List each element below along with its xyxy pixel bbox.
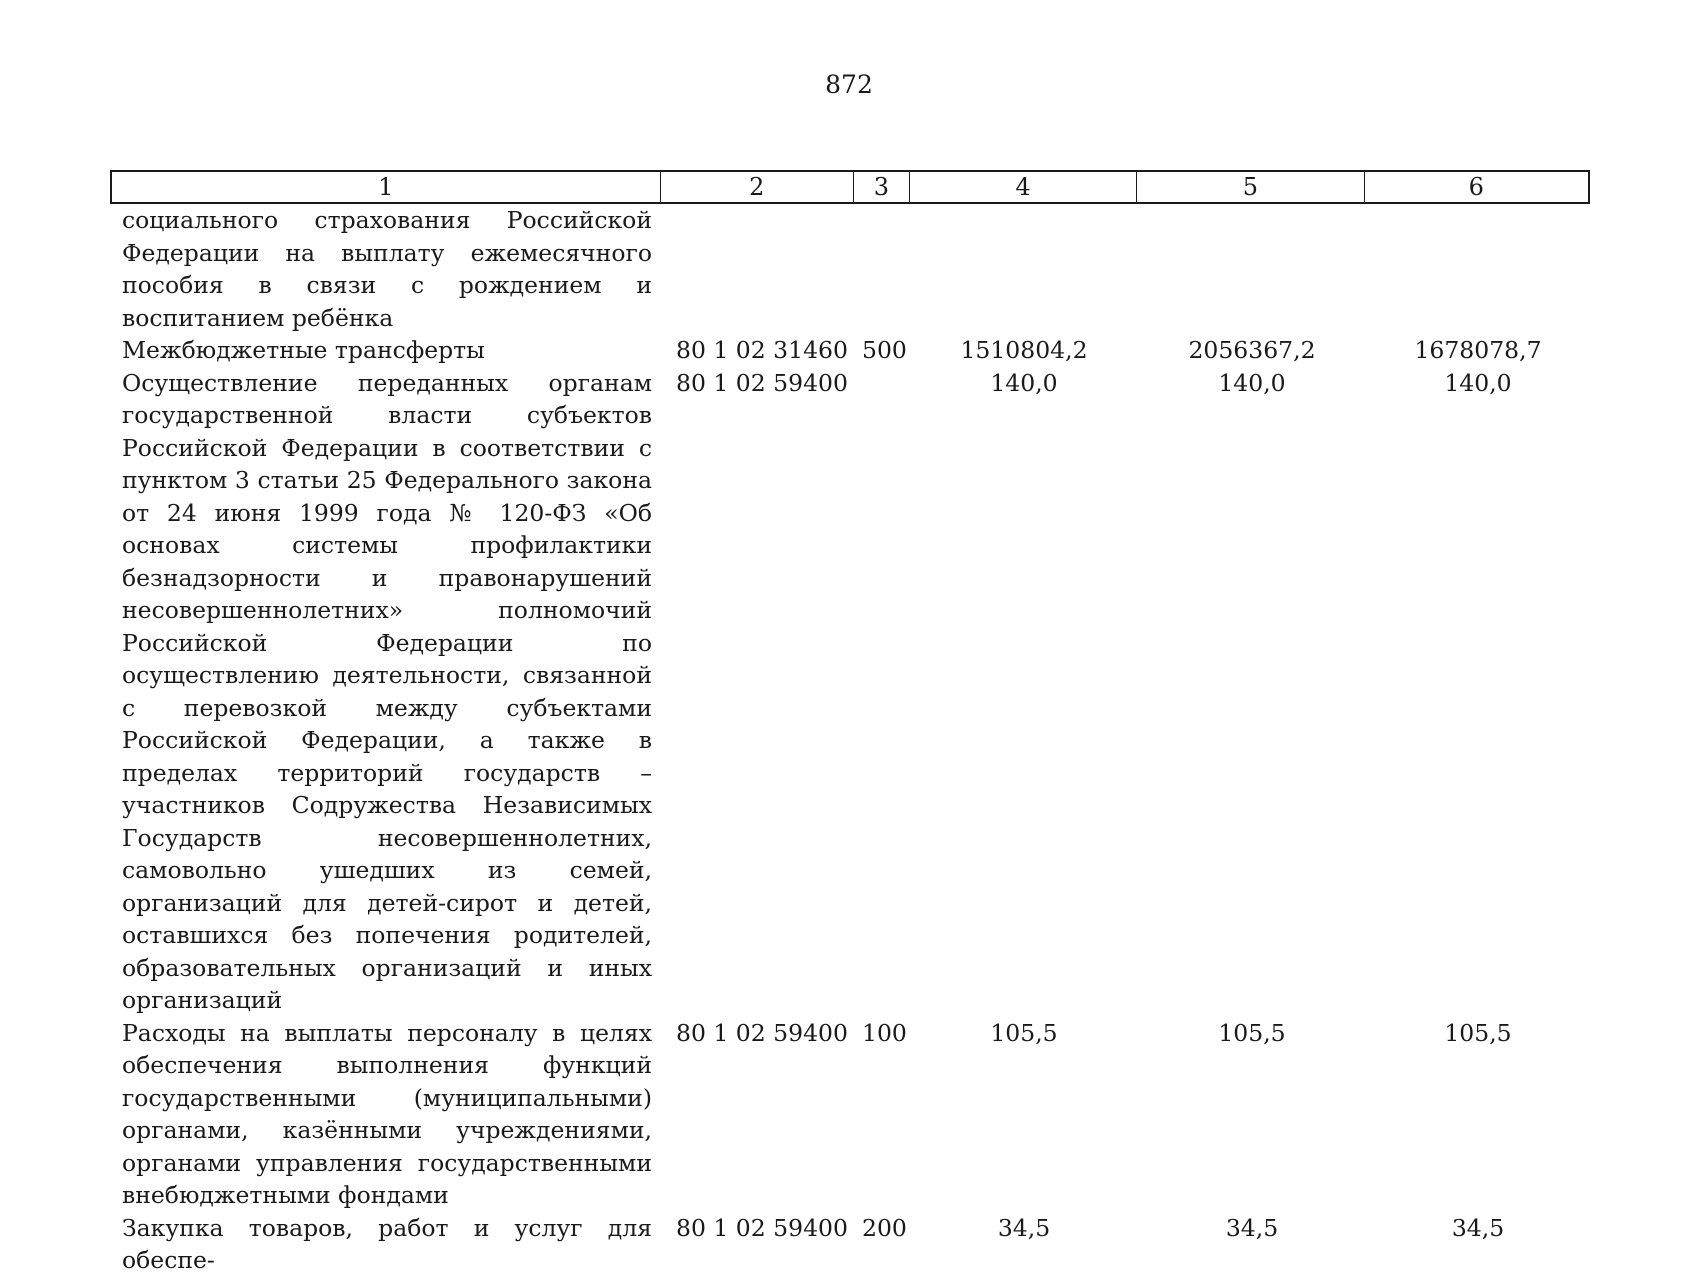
table-header <box>110 170 1590 204</box>
table-row <box>110 334 1590 367</box>
table-row <box>110 204 1590 334</box>
row-code <box>660 204 854 334</box>
row-value-year-2: 34,5 <box>1225 1213 1279 1242</box>
column-header-3: 3 <box>854 172 910 202</box>
row-value-year-2: 140,0 <box>1218 368 1286 397</box>
row-value-year-3: 140,0 <box>1444 368 1512 397</box>
row-description: Межбюджетные трансферты <box>122 336 485 364</box>
column-header-6: 6 <box>1468 173 1484 201</box>
row-expense-type <box>854 367 910 1017</box>
column-header-2: 2 <box>661 172 854 202</box>
table-body <box>110 204 1590 1277</box>
row-value-year-3: 34,5 <box>1451 1213 1505 1242</box>
row-value-year-3 <box>1366 204 1590 334</box>
row-code: 80 1 02 59400 <box>676 1213 848 1242</box>
row-value-year-2: 2056367,2 <box>1188 336 1316 364</box>
table-row <box>110 367 1590 1017</box>
row-description: Расходы на выплаты персоналу в целях обеспечения выполнения функций государственными (муниципальными) органами, казёнными учреждениями, органами управления государственными внебюджетными фондами <box>122 1018 652 1209</box>
row-value-year-1: 1510804,2 <box>960 336 1088 364</box>
row-value-year-3: 105,5 <box>1444 1018 1512 1047</box>
row-expense-type: 100 <box>862 1018 907 1047</box>
row-description: Осуществление переданных органам государственной власти субъектов Российской Федерации в соответствии с пунктом 3 статьи 25 Федерального закона от 24 июня 1999 года № 120-ФЗ «Об основах системы профилактики безнадзорности и правонарушений несовершеннолетних» полномочий Российской Федерации по осуществлению деятельности, связанной с перевозкой между субъектами Российской Федерации, а также в пределах территорий государств – участников Содружества Независимых Государств несовершеннолетних, самовольно ушедших из семей, организаций для детей-сирот и детей, оставшихся без попечения родителей, образовательных организаций и иных организаций <box>122 368 652 1014</box>
table-row <box>110 1017 1590 1212</box>
row-value-year-2 <box>1138 204 1366 334</box>
row-expense-type: 500 <box>862 336 907 364</box>
page-number: 872 <box>825 70 873 99</box>
column-header-1: 1 <box>112 172 661 202</box>
row-description: Закупка товаров, работ и услуг для обеспе- <box>122 1213 652 1274</box>
row-value-year-3: 1678078,7 <box>1414 336 1542 364</box>
row-expense-type <box>854 204 910 334</box>
row-expense-type: 200 <box>862 1213 907 1242</box>
row-code: 80 1 02 59400 <box>676 1018 848 1047</box>
table-row <box>110 1212 1590 1277</box>
column-header-5: 5 <box>1137 172 1364 202</box>
row-code: 80 1 02 59400 <box>676 368 848 397</box>
row-value-year-1: 140,0 <box>990 368 1058 397</box>
row-value-year-2: 105,5 <box>1218 1018 1286 1047</box>
row-code: 80 1 02 31460 <box>676 336 848 364</box>
row-description: социального страхования Российской Федерации на выплату ежемесячного пособия в связи с рождением и воспитанием ребёнка <box>122 206 652 332</box>
row-value-year-1 <box>910 204 1138 334</box>
column-header-4: 4 <box>910 172 1137 202</box>
row-value-year-1: 34,5 <box>997 1213 1051 1242</box>
row-value-year-1: 105,5 <box>990 1018 1058 1047</box>
